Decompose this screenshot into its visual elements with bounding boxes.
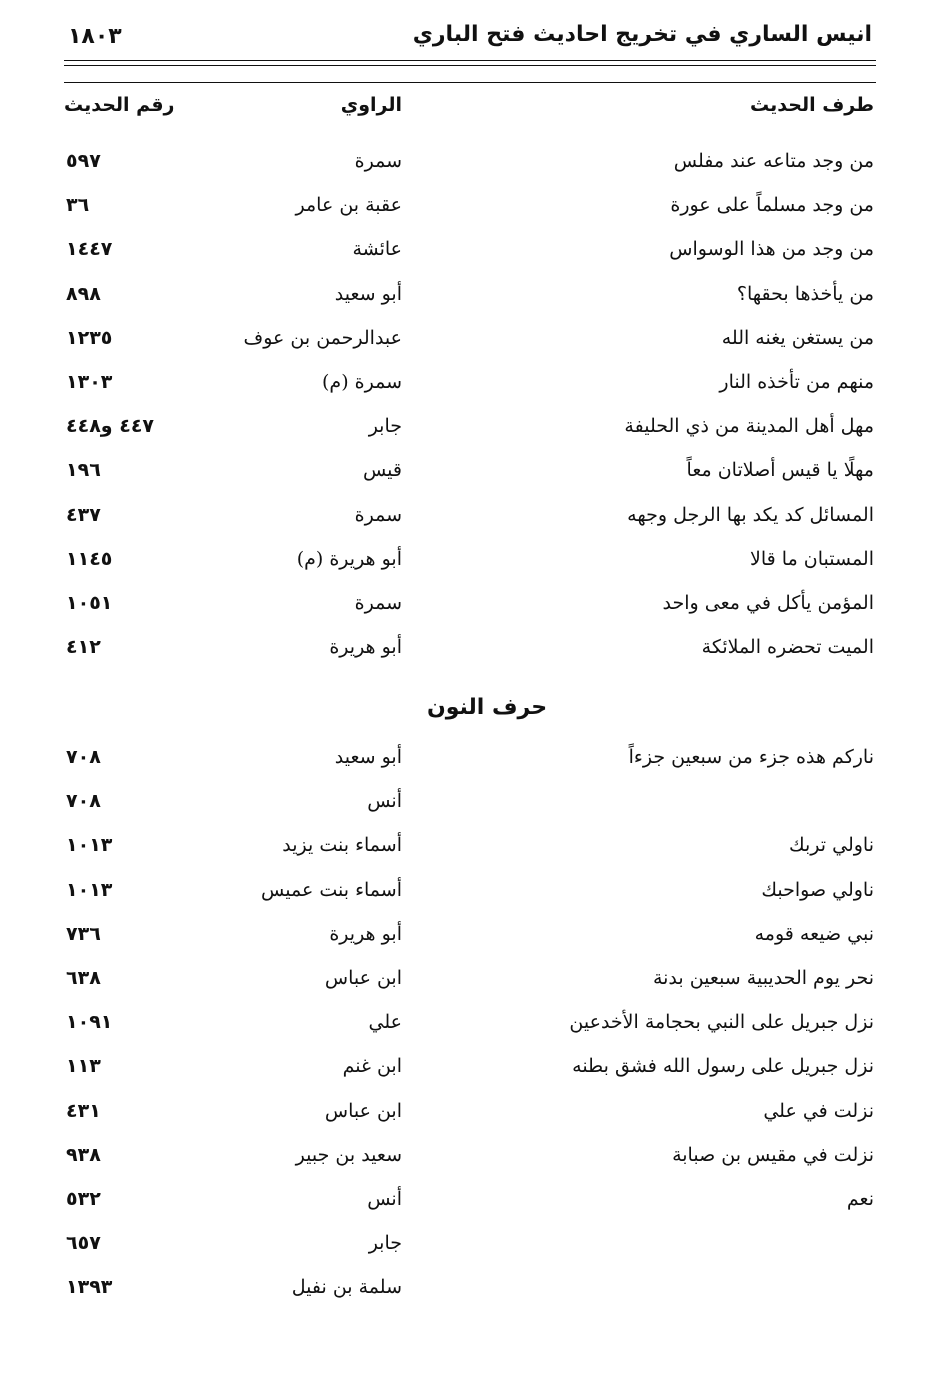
hadith-text: نعم: [846, 1187, 874, 1210]
hadith-number: ٦٣٨: [66, 966, 101, 989]
hadith-text: من وجد متاعه عند مفلس: [673, 150, 874, 172]
hadith-number: ١٩٦: [66, 459, 101, 482]
narrator-name: أبو سعيد: [334, 282, 402, 305]
hadith-text: ناولي تربك: [789, 834, 874, 857]
hadith-number: ١٠١٣: [66, 878, 113, 901]
narrator-name: سمرة: [354, 503, 402, 526]
hadith-text: من يأخذها بحقها؟: [736, 282, 874, 305]
hadith-number: ٤٣٧: [66, 503, 101, 526]
index-row: [64, 879, 874, 923]
narrator-name: سعيد بن جبير: [295, 1143, 402, 1166]
running-header-title: انيس الساري في تخريج احاديث فتح الباري: [412, 22, 872, 47]
narrator-name: أنس: [367, 1187, 402, 1210]
index-row: [64, 327, 874, 371]
hadith-number: ٤١٢: [66, 636, 101, 659]
index-row: [64, 371, 874, 415]
hadith-number: ١٣٩٣: [66, 1276, 113, 1299]
hadith-text: المستبان ما قالا: [750, 547, 874, 570]
hadith-text: ناركم هذه جزء من سبعين جزءاً: [628, 746, 874, 768]
hadith-text: منهم من تأخذه النار: [719, 370, 874, 393]
index-row: [64, 283, 874, 327]
narrator-name: سمرة (م): [322, 370, 402, 393]
hadith-index-list-nun: [64, 746, 874, 1320]
narrator-name: أبو هريرة: [329, 922, 402, 945]
index-row: [64, 1276, 874, 1320]
column-headers: [64, 94, 874, 124]
hadith-text: نبي ضيعه قومه: [754, 922, 874, 945]
narrator-name: عبدالرحمن بن عوف: [243, 326, 402, 349]
hadith-number: ١٤٤٧: [66, 238, 113, 261]
hadith-text: الميت تحضره الملائكة: [701, 636, 874, 659]
column-header-hadith: طرف الحديث: [750, 94, 874, 116]
hadith-number: ٧٠٨: [66, 790, 101, 813]
narrator-name: جابر: [368, 415, 402, 438]
index-row: [64, 1144, 874, 1188]
index-row: [64, 459, 874, 503]
narrator-name: علي: [368, 1011, 402, 1034]
hadith-text: نزلت في مقيس بن صبابة: [672, 1143, 874, 1166]
index-row: [64, 746, 874, 790]
page-number: ١٨٠٣: [68, 24, 122, 49]
narrator-name: عائشة: [352, 238, 402, 261]
narrator-name: أسماء بنت عميس: [261, 878, 402, 901]
hadith-text: مهل أهل المدينة من ذي الحليفة: [624, 415, 874, 438]
hadith-number: ١٢٣٥: [66, 326, 113, 349]
narrator-name: قيس: [362, 459, 402, 482]
hadith-text: نزلت في علي: [763, 1099, 874, 1122]
hadith-text: المسائل كد يكد بها الرجل وجهه: [627, 503, 874, 526]
narrator-name: أنس: [367, 790, 402, 813]
narrator-name: ابن عباس: [324, 1099, 402, 1122]
hadith-index-list-mim: [64, 150, 874, 680]
header-rule-bottom: [64, 65, 876, 66]
hadith-text: نزل جبريل على النبي بحجامة الأخدعين: [569, 1011, 874, 1034]
hadith-text: ناولي صواحبك: [761, 878, 874, 901]
index-row: [64, 1188, 874, 1232]
index-row: [64, 150, 874, 194]
index-row: [64, 1232, 874, 1276]
narrator-name: ابن عباس: [324, 966, 402, 989]
hadith-number: ٧٠٨: [66, 746, 101, 768]
hadith-number: ٨٩٨: [66, 282, 101, 305]
index-row: [64, 790, 874, 834]
index-row: [64, 238, 874, 282]
narrator-name: سلمة بن نفيل: [291, 1276, 402, 1299]
index-row: [64, 415, 874, 459]
hadith-number: ١١٣: [66, 1055, 101, 1078]
hadith-text: من وجد من هذا الوسواس: [669, 238, 874, 261]
index-row: [64, 504, 874, 548]
narrator-name: أبو سعيد: [334, 746, 402, 768]
index-row: [64, 967, 874, 1011]
column-header-number: رقم الحديث: [64, 94, 175, 116]
index-row: [64, 1011, 874, 1055]
narrator-name: سمرة: [354, 150, 402, 172]
narrator-name: جابر: [368, 1232, 402, 1255]
index-row: [64, 636, 874, 680]
narrator-name: أبو هريرة (م): [296, 547, 402, 570]
column-header-narrator: الراوي: [340, 94, 402, 116]
index-row: [64, 1055, 874, 1099]
hadith-number: ٥٣٢: [66, 1187, 101, 1210]
narrator-name: عقبة بن عامر: [295, 194, 402, 217]
hadith-number: ٤٣١: [66, 1099, 101, 1122]
hadith-number: ٩٣٨: [66, 1143, 101, 1166]
narrator-name: أبو هريرة: [329, 636, 402, 659]
narrator-name: أسماء بنت يزيد: [282, 834, 402, 857]
hadith-number: ٧٣٦: [66, 922, 101, 945]
hadith-text: من وجد مسلماً على عورة: [670, 194, 874, 217]
narrator-name: سمرة: [354, 591, 402, 614]
index-row: [64, 592, 874, 636]
index-row: [64, 548, 874, 592]
hadith-text: المؤمن يأكل في معى واحد: [662, 591, 874, 614]
hadith-number: ١٣٠٣: [66, 370, 113, 393]
header-rule-separator: [64, 82, 876, 83]
header-rule-top: [64, 60, 876, 61]
hadith-text: مهلًا يا قيس أصلاتان معاً: [686, 459, 874, 482]
narrator-name: ابن غنم: [342, 1055, 402, 1078]
hadith-number: ٦٥٧: [66, 1232, 101, 1255]
hadith-number: ١٠١٣: [66, 834, 113, 857]
index-row: [64, 923, 874, 967]
hadith-number: ١١٤٥: [66, 547, 113, 570]
hadith-text: نحر يوم الحديبية سبعين بدنة: [652, 966, 874, 989]
index-row: [64, 834, 874, 878]
hadith-number: ٥٩٧: [66, 150, 101, 172]
hadith-text: من يستغن يغنه الله: [721, 326, 874, 349]
section-title-nun: حرف النون: [426, 695, 548, 720]
hadith-text: نزل جبريل على رسول الله فشق بطنه: [572, 1055, 874, 1078]
hadith-number: ١٠٩١: [66, 1011, 113, 1034]
hadith-number: ٣٦: [66, 194, 90, 217]
hadith-number: ١٠٥١: [66, 591, 113, 614]
index-row: [64, 1100, 874, 1144]
index-row: [64, 194, 874, 238]
hadith-number: ٤٤٧ و٤٤٨: [66, 415, 155, 438]
